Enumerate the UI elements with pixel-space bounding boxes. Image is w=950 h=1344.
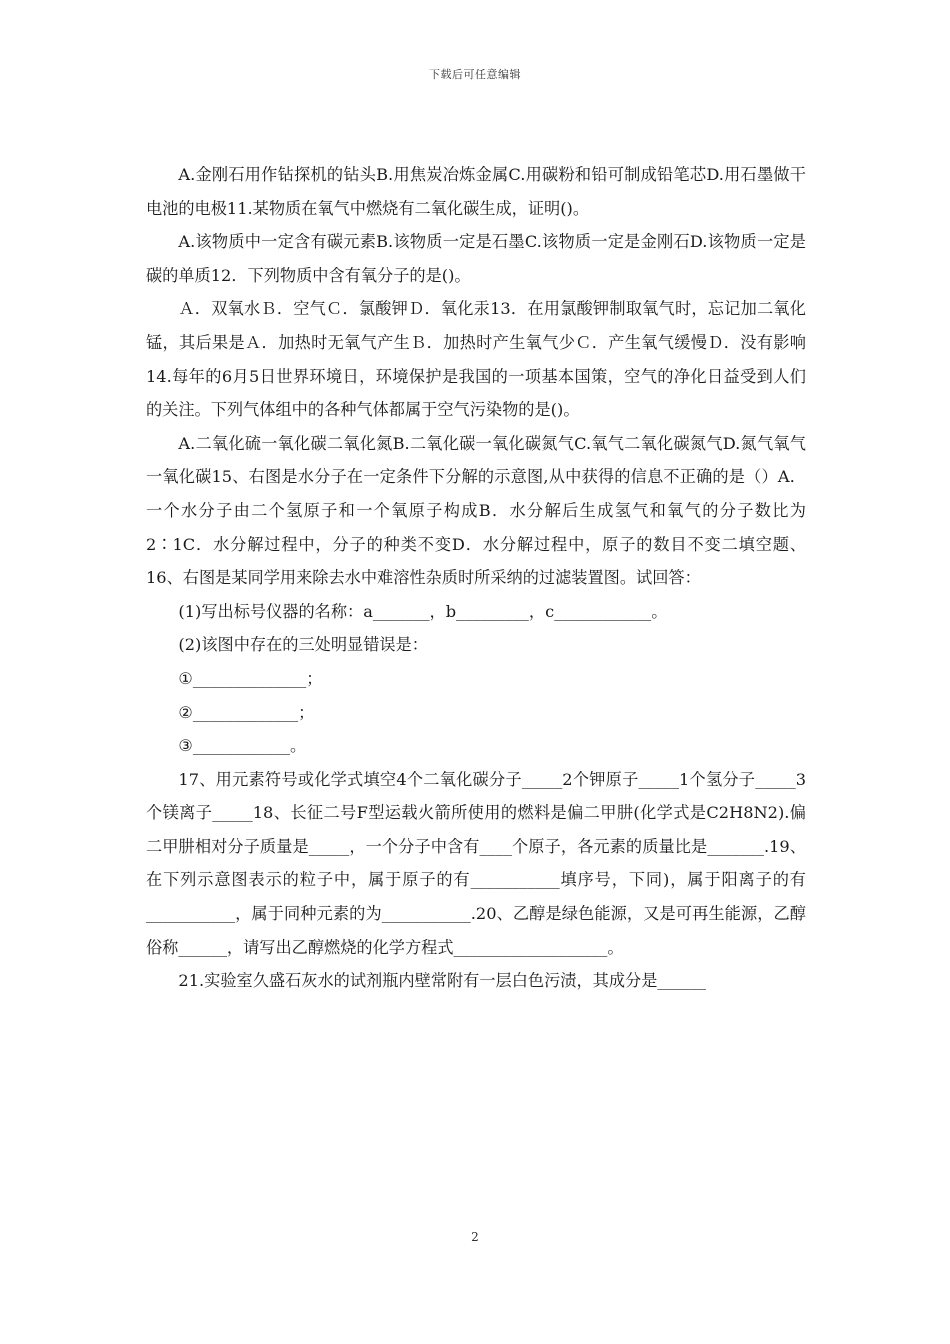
paragraph-q16-part1: (1)写出标号仪器的名称：a_______，b_________，c____________。 [178, 601, 668, 621]
page-number: 2 [471, 1230, 479, 1244]
answer-line-2: ②_____________； [178, 702, 315, 722]
paragraph-q21: 21.实验室久盛石灰水的试剂瓶内壁常附有一层白色污渍，其成分是______ [178, 971, 706, 991]
paragraph-q14-q16: A.二氧化硫一氧化碳二氧化氮B.二氧化碳一氧化碳氮气C.氧气二氧化碳氮气D.氮气氧气一氧化碳15、右图是水分子在一定条件下分解的示意图,从中获得的信息不正确的是（）A．一个水分子由二个氢原子和一个氧原子构成B．水分解后生成氢气和氧气的分子数比为2∶1C．水分解过程中，分子的种类不变D．水分解过程中，原子的数目不变二填空题、16、右图是某同学用来除去水中难溶性杂质时所采纳的过滤装置图。试回答： [146, 433, 806, 588]
paragraph-q16-part2: (2)该图中存在的三处明显错误是： [178, 635, 428, 655]
page-header: 下载后可任意编辑 [429, 68, 521, 81]
answer-line-1: ①______________； [178, 668, 323, 688]
paragraph-q17-q20: 17、用元素符号或化学式填空4个二氧化碳分子_____2个钾原子_____1个氢分子_____3个镁离子_____18、长征二号F型运载火箭所使用的燃料是偏二甲肼(化学式是C2H8N2).偏二甲肼相对分子质量是_____，一个分子中含有____个原子，各元素的质量比是_______.19、在下列示意图表示的粒子中，属于原子的有___________填序号，下同)，属于阳离子的有___________，属于同种元素的为___________.20、乙醇是绿色能源，又是可再生能源，乙醇俗称______，请写出乙醇燃烧的化学方程式___________________。 [146, 769, 806, 957]
paragraph-q10-q11: A.金刚石用作钻探机的钻头B.用焦炭冶炼金属C.用碳粉和铅可制成铅笔芯D.用石墨做干电池的电极11.某物质在氧气中燃烧有二氧化碳生成，证明()。 [146, 165, 806, 218]
document-body [146, 158, 806, 998]
paragraph-q12-q14: Ａ．双氧水Ｂ．空气Ｃ．氯酸钾Ｄ．氧化汞13．在用氯酸钾制取氧气时，忘记加二氧化锰，其后果是Ａ．加热时无氧气产生Ｂ．加热时产生氧气少Ｃ．产生氧气缓慢Ｄ．没有影响14.每年的6月5日世界环境日，环境保护是我国的一项基本国策，空气的净化日益受到人们的关注。下列气体组中的各种气体都属于空气污染物的是()。 [146, 299, 806, 420]
paragraph-q11-q12: A.该物质中一定含有碳元素B.该物质一定是石墨C.该物质一定是金刚石D.该物质一定是碳的单质12．下列物质中含有氧分子的是()。 [146, 232, 806, 285]
answer-line-3: ③____________。 [178, 736, 307, 756]
